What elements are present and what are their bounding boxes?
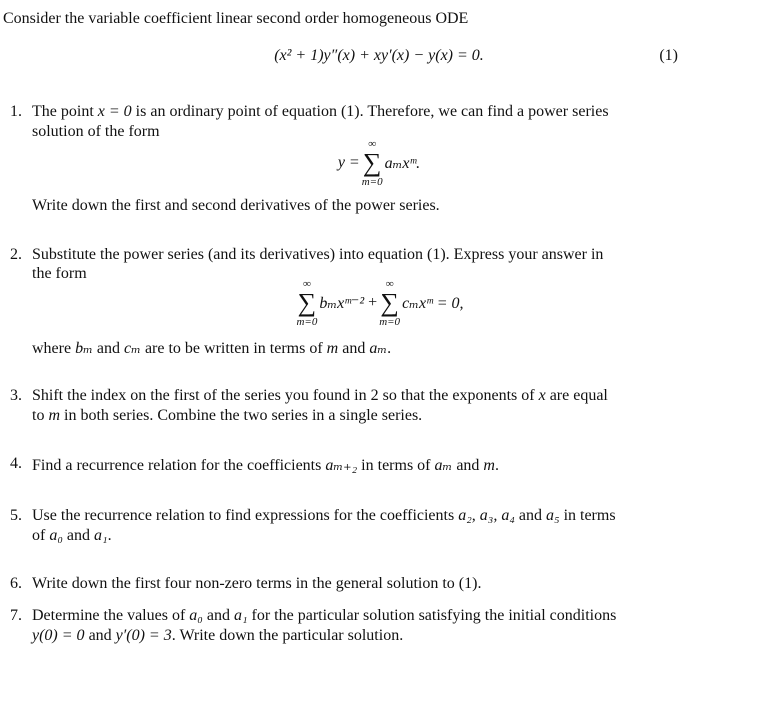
item-number: 6. (10, 575, 22, 592)
series-form-equation (0, 278, 758, 328)
text: and (452, 457, 484, 474)
text: is an ordinary point of equation (1). Therefore, we can find a power series (131, 103, 609, 120)
sum-lower: m=0 (296, 316, 318, 328)
math: m (326, 340, 339, 357)
item-text (32, 338, 391, 358)
item-number: 3. (10, 387, 22, 404)
text: in both series. Combine the two series in a single series. (60, 407, 423, 424)
text: and (338, 340, 370, 357)
math: y′(0) = 3 (115, 627, 172, 644)
item-text: the form (32, 265, 87, 282)
text: and (202, 607, 234, 624)
item-text: Write down the first four non-zero terms in the general solution to (1). (32, 575, 482, 592)
text: of (32, 527, 50, 544)
math: x = 0 (97, 103, 132, 120)
item-number: 4. (10, 455, 22, 472)
math: cₘ (124, 340, 141, 357)
text: The point (32, 103, 98, 120)
math: + (368, 294, 378, 311)
item-number: 5. (10, 507, 22, 524)
item-text (32, 627, 403, 645)
text: Use the recurrence relation to find expressions for the coefficients (32, 507, 459, 524)
math: a₁ (233, 607, 248, 624)
item-text: solution of the form (32, 123, 160, 140)
math: a₀ (49, 527, 63, 544)
math: aₘ₊₂ (325, 457, 358, 474)
math: y = (337, 154, 360, 171)
text: are equal (545, 387, 608, 404)
text: are to be written in terms of (140, 340, 327, 357)
math: cₘxᵐ = 0, (402, 295, 464, 312)
item-text (32, 527, 112, 545)
item-text: Write down the first and second derivatives of the power series. (32, 197, 440, 214)
math: aₘ (369, 340, 388, 357)
sum-lower: m=0 (361, 176, 383, 188)
text: . (494, 457, 499, 474)
text: Determine the values of (32, 607, 190, 624)
math: aₘxᵐ. (384, 155, 421, 172)
sigma-symbol: ∑ (362, 148, 382, 177)
math: x (538, 387, 546, 404)
text: for the particular solution satisfying the initial conditions (247, 607, 617, 624)
math: y(0) = 0 (32, 627, 85, 644)
summation (296, 278, 317, 328)
text: Find a recurrence relation for the coefficients (32, 457, 326, 474)
text: and (514, 507, 546, 524)
item-text: Substitute the power series (and its derivatives) into equation (1). Express your answer in (32, 246, 604, 263)
sum-upper: ∞ (302, 278, 311, 290)
item-number: 7. (10, 607, 22, 624)
summation (379, 278, 400, 328)
item-text (32, 507, 616, 525)
item-text (32, 387, 608, 405)
math: m (483, 457, 495, 474)
math: bₘ (75, 340, 93, 357)
item-text (32, 103, 609, 121)
item-text (32, 607, 616, 625)
item-number: 1. (10, 103, 22, 120)
intro-text: Consider the variable coefficient linear second order homogeneous ODE (3, 10, 469, 27)
summation (362, 138, 383, 188)
text: and (92, 340, 125, 357)
item-number: 2. (10, 246, 22, 263)
text: . Write down the particular solution. (171, 627, 404, 644)
math: a₀ (189, 607, 203, 624)
text: to (32, 407, 49, 424)
text: where (32, 340, 76, 357)
text: . (387, 340, 392, 357)
sigma-symbol: ∑ (297, 288, 317, 317)
item-text (32, 455, 499, 475)
sigma-symbol: ∑ (380, 288, 399, 317)
math: a₂, a₃, a₄ (458, 507, 515, 524)
text: . (107, 527, 112, 544)
equation-number: (1) (659, 47, 678, 64)
text: and (84, 627, 116, 644)
text: in terms of (357, 457, 435, 474)
power-series-equation (0, 138, 758, 188)
sum-upper: ∞ (385, 278, 394, 290)
text: and (62, 527, 94, 544)
ode-equation (0, 47, 758, 65)
math: aₘ (434, 457, 453, 474)
item-text (32, 407, 422, 425)
math: m (48, 407, 61, 424)
ode-expression: (x² + 1)y″(x) + xy′(x) − y(x) = 0. (274, 47, 484, 64)
text: in terms (559, 507, 616, 524)
sum-lower: m=0 (379, 316, 401, 328)
math: a₅ (546, 507, 560, 524)
math: bₘxᵐ⁻² (319, 295, 365, 312)
sum-upper: ∞ (368, 138, 377, 150)
math: a₁ (94, 527, 108, 544)
text: Shift the index on the first of the series you found in 2 so that the exponents of (32, 387, 539, 404)
